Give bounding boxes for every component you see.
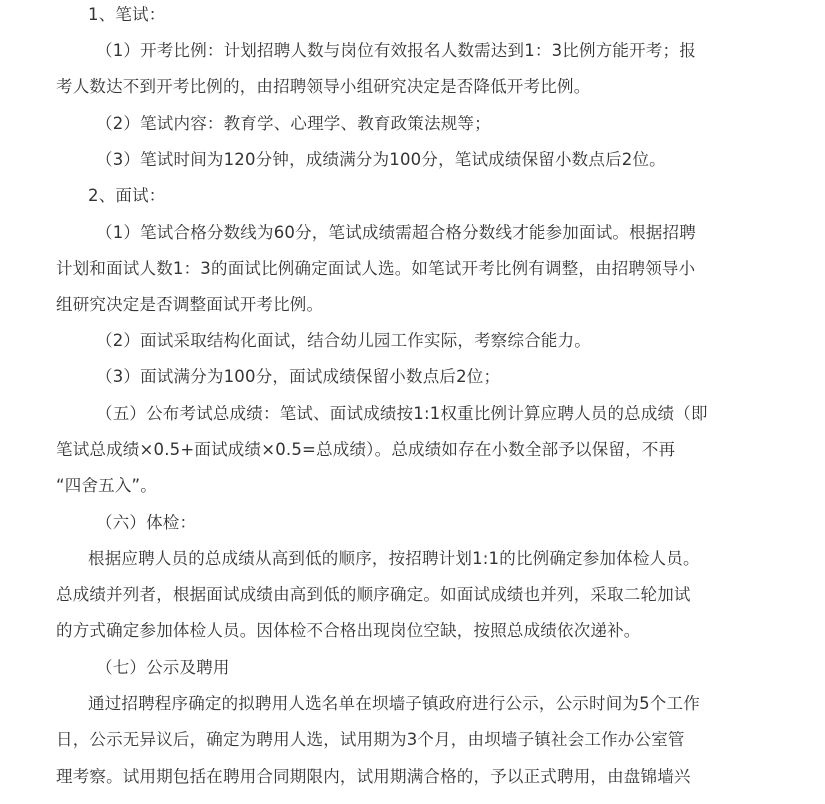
text-line: （六）体检：	[96, 513, 197, 532]
text-line: 笔试总成绩×0.5+面试成绩×0.5=总成绩）。总成绩如存在小数全部予以保留，不再	[56, 440, 676, 459]
text-line: 2、面试：	[88, 186, 166, 205]
text-line: 组研究决定是否调整面试开考比例。	[56, 295, 324, 314]
text-line: 总成绩并列者，根据面试成绩由高到低的顺序确定。如面试成绩也并列，采取二轮加试	[56, 585, 691, 604]
text-line: 1、笔试：	[88, 5, 166, 24]
text-line: （3）笔试时间为120分钟，成绩满分为100分，笔试成绩保留小数点后2位。	[96, 150, 666, 169]
text-line: 根据应聘人员的总成绩从高到低的顺序，按招聘计划1:1的比例确定参加体检人员。	[88, 549, 700, 568]
text-line: “四舍五入”。	[56, 476, 157, 495]
text-line: 的方式确定参加体检人员。因体检不合格出现岗位空缺，按照总成绩依次递补。	[56, 621, 641, 640]
text-line: （3）面试满分为100分，面试成绩保留小数点后2位；	[96, 367, 501, 386]
text-line: 通过招聘程序确定的拟聘用人选名单在坝墙子镇政府进行公示，公示时间为5个工作	[88, 694, 700, 713]
text-line: （2）面试采取结构化面试，结合幼儿园工作实际，考察综合能力。	[96, 331, 591, 350]
text-line: （七）公示及聘用	[96, 658, 230, 677]
text-line: （1）笔试合格分数线为60分，笔试成绩需超合格分数线才能参加面试。根据招聘	[96, 223, 696, 242]
text-line: 考人数达不到开考比例的，由招聘领导小组研究决定是否降低开考比例。	[56, 77, 591, 96]
text-line: （2）笔试内容：教育学、心理学、教育政策法规等；	[96, 114, 491, 133]
text-line: （五）公布考试总成绩：笔试、面试成绩按1:1权重比例计算应聘人员的总成绩（即	[96, 404, 708, 423]
text-line: 理考察。试用期包括在聘用合同期限内，试用期满合格的，予以正式聘用，由盘锦墙兴	[56, 767, 691, 786]
text-line: 日，公示无异议后，确定为聘用人选，试用期为3个月，由坝墙子镇社会工作办公室管	[56, 730, 685, 749]
text-line: 计划和面试人数1：3的面试比例确定面试人选。如笔试开考比例有调整，由招聘领导小	[56, 259, 696, 278]
text-line: （1）开考比例：计划招聘人数与岗位有效报名人数需达到1：3比例方能开考；报	[96, 41, 696, 60]
